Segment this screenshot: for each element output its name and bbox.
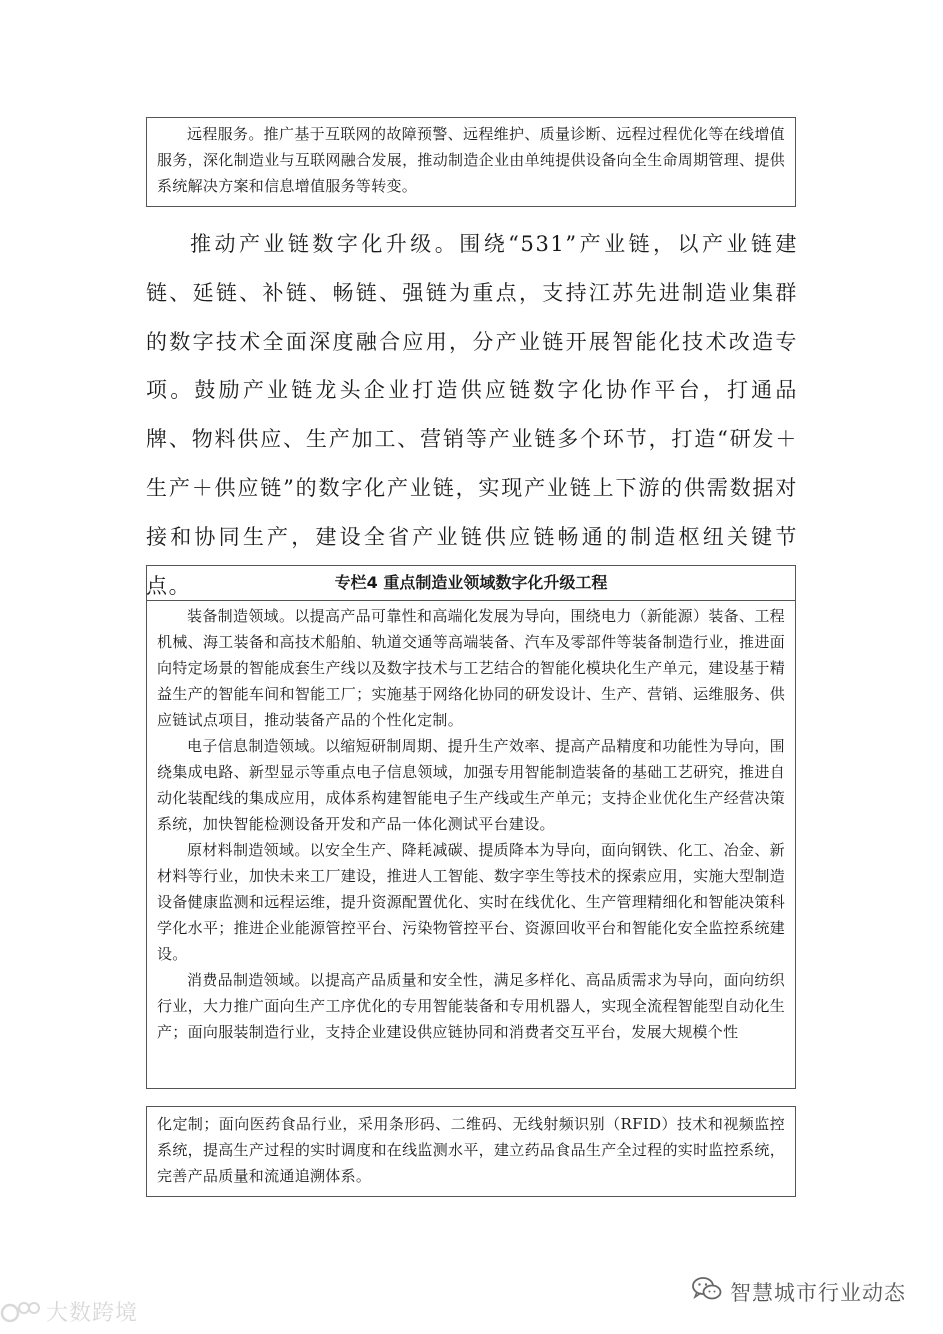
column-paragraph-equipment: 装备制造领域。以提高产品可靠性和高端化发展为导向，围绕电力（新能源）装备、工程机械、海工装备和高技术船舶、轨道交通等高端装备、汽车及零部件等装备制造行业，推进面向特定场景的智能成套生产线以及数字技术与工艺结合的智能化模块化生产单元，建设基于精益生产的智能车间和智能工厂；实施基于网络化协同的研发设计、生产、营销、运维服务、供应链试点项目，推动装备产品的个性化定制。 (157, 607, 785, 729)
column-paragraph-electronics: 电子信息制造领域。以缩短研制周期、提升生产效率、提高产品精度和功能性为导向，围绕集成电路、新型显示等重点电子信息领域，加强专用智能制造装备的基础工艺研究，推进自动化装配线的集成应用，成体系构建智能电子生产线或生产单元；支持企业优化生产经营决策系统，加快智能检测设备开发和产品一体化测试平台建设。 (157, 737, 785, 833)
box-paragraph: 远程服务。推广基于互联网的故障预警、远程维护、质量诊断、远程过程优化等在线增值服务，深化制造业与互联网融合发展，推动制造企业由单纯提供设备向全生命周期管理、提供系统解决方案和信息增值服务等转变。 (157, 125, 785, 195)
body-paragraph: 推动产业链数字化升级。围绕“531”产业链，以产业链建链、延链、补链、畅链、强链为重点，支持江苏先进制造业集群的数字技术全面深度融合应用，分产业链开展智能化技术改造专项。鼓励产业链龙头企业打造供应链数字化协作平台，打通品牌、物料供应、生产加工、营销等产业链多个环节，打造“研发＋生产＋供应链”的数字化产业链，实现产业链上下游的供需数据对接和协同生产，建设全省产业链供应链畅通的制造枢纽关键节点。 (146, 232, 798, 598)
wechat-icon (692, 1276, 722, 1307)
watermark-text-right: 智慧城市行业动态 (730, 1280, 906, 1305)
column-box-body (147, 601, 795, 1045)
source-watermark-left (0, 1296, 138, 1327)
box-paragraph: 化定制；面向医药食品行业，采用条形码、二维码、无线射频识别（RFID）技术和视频监控系统，提高生产过程的实时调度和在线监测水平，建立药品食品生产全过程的实时监控系统，完善产品质量和流通追溯体系。 (157, 1115, 785, 1185)
column-box-title: 专栏4 重点制造业领域数字化升级工程 (147, 566, 795, 601)
continued-column-box (146, 117, 796, 207)
brand-logo-icon (0, 1299, 42, 1325)
watermark-text-left: 大数跨境 (46, 1301, 139, 1326)
column-paragraph-raw-materials: 原材料制造领域。以安全生产、降耗减碳、提质降本为导向，面向钢铁、化工、冶金、新材料等行业，加快未来工厂建设，推进人工智能、数字孪生等技术的探索应用，实施大型制造设备健康监测和远程运维，提升资源配置优化、实时在线优化、生产管理精细化和智能决策科学化水平；推进企业能源管控平台、污染物管控平台、资源回收平台和智能化安全监控系统建设。 (157, 841, 785, 963)
column-paragraph-consumer-goods: 消费品制造领域。以提高产品质量和安全性，满足多样化、高品质需求为导向，面向纺织行业，大力推广面向生产工序优化的专用智能装备和专用机器人，实现全流程智能型自动化生产；面向服装制造行业，支持企业建设供应链协同和消费者交互平台，发展大规模个性 (157, 971, 785, 1041)
column-box-4 (146, 565, 796, 1089)
continued-column-box-bottom (146, 1106, 796, 1197)
source-watermark-right (692, 1276, 906, 1307)
